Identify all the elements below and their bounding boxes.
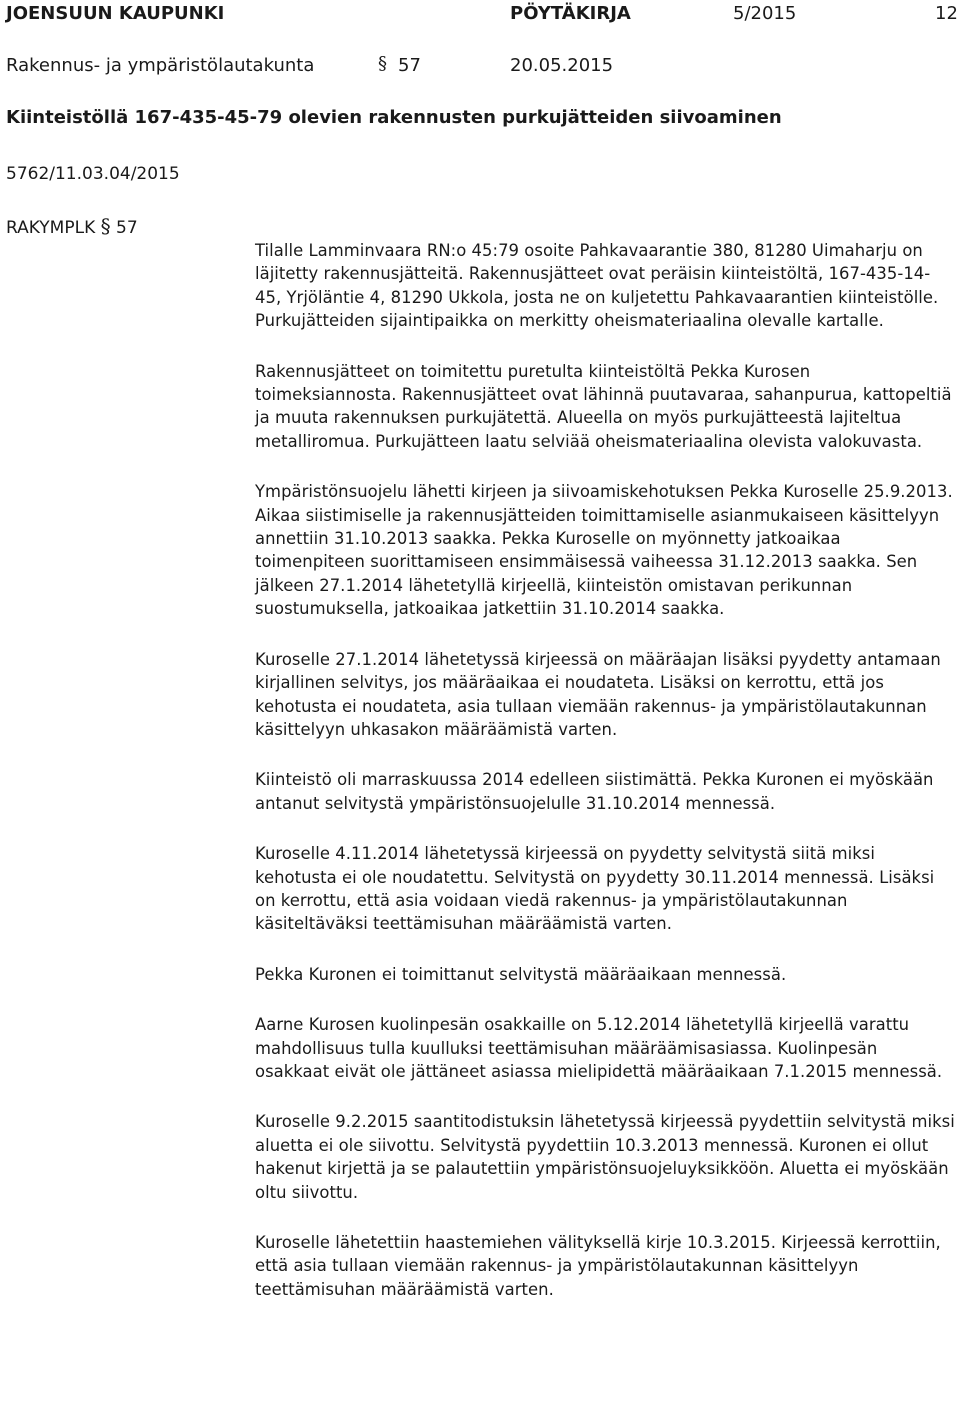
- record-reference: 5762/11.03.04/2015: [6, 164, 180, 184]
- body-text: [255, 239, 955, 1328]
- committee-name: Rakennus- ja ympäristölautakunta: [6, 55, 315, 76]
- meeting-date: 20.05.2015: [510, 55, 614, 76]
- paragraph: Kuroselle 9.2.2015 saantitodistuksin lähetetyssä kirjeessä pyydettiin selvitystä miksi aluetta ei ole siivottu. Selvitystä pyydettiin 10.3.2013 mennessä. Kuronen ei ollut hakenut kirjettä ja se palautettiin ympäristönsuojeluyksikköön. Aluetta ei myöskään oltu siivottu.: [255, 1112, 955, 1202]
- document-number: 5/2015: [733, 3, 797, 24]
- paragraph: Kuroselle 27.1.2014 lähetetyssä kirjeessä on määräajan lisäksi pyydetty antamaan kirjallinen selvitys, jos määräaikaa ei noudateta. Lisäksi on kerrottu, että jos kehotusta ei noudateta, asia tullaan viemään rakennus- ja ympäristölautakunnan käsittelyyn uhkasakon määräämistä varten.: [255, 649, 941, 739]
- item-title: Kiinteistöllä 167-435-45-79 olevien rakennusten purkujätteiden siivoaminen: [6, 107, 782, 128]
- paragraph: Aarne Kurosen kuolinpesän osakkaille on 5.12.2014 lähetetyllä kirjeellä varattu mahdollisuus tulla kuulluksi teettämisuhan määräämisasiassa. Kuolinpesän osakkaat eivät ole jättäneet asiassa mielipidettä määräaikaan 7.1.2015 mennessä.: [255, 1015, 943, 1081]
- organization-name: JOENSUUN KAUPUNKI: [6, 3, 225, 24]
- paragraph: Tilalle Lamminvaara RN:o 45:79 osoite Pahkavaarantie 380, 81280 Uimaharju on läjitetty rakennusjätteitä. Rakennusjätteet ovat peräisin kiinteistöltä, 167-435-14-45, Yrjöläntie 4, 81290 Ukkola, josta ne on kuljetettu Pahkavaarantien kiinteistölle. Purkujätteiden sijaintipaikka on merkitty oheismateriaalina olevalle kartalle.: [255, 241, 939, 331]
- rakymplk-number: 57: [116, 218, 138, 238]
- document-type: PÖYTÄKIRJA: [510, 3, 631, 24]
- paragraph: Kiinteistö oli marraskuussa 2014 edelleen siistimättä. Pekka Kuronen ei myöskään antanut selvitystä ympäristönsuojelulle 31.10.2014 mennessä.: [255, 770, 934, 813]
- paragraph: Kuroselle 4.11.2014 lähetetyssä kirjeessä on pyydetty selvitystä siitä miksi kehotusta ei ole noudatettu. Selvitystä on pyydetty 30.11.2014 mennessä. Lisäksi on kerrottu, että asia voidaan viedä rakennus- ja ympäristölautakunnan käsiteltäväksi teettämisuhan määräämistä varten.: [255, 844, 935, 934]
- page-number: 12: [935, 3, 958, 24]
- section-number: 57: [398, 55, 421, 76]
- paragraph: Pekka Kuronen ei toimittanut selvitystä määräaikaan mennessä.: [255, 964, 787, 984]
- rakymplk-reference: [6, 212, 138, 242]
- section-symbol: §: [378, 53, 387, 74]
- rakymplk-label: RAKYMPLK: [6, 218, 96, 238]
- page-header: [0, 0, 960, 86]
- paragraph: Ympäristönsuojelu lähetti kirjeen ja siivoamiskehotuksen Pekka Kuroselle 25.9.2013. Aikaa siistimiselle ja rakennusjätteiden toimittamiselle asianmukaiseen käsittelyyn annettiin 31.10.2013 saakka. Pekka Kuroselle on myönnetty jatkoaikaa toimenpiteen suorittamiseen ensimmäisessä vaiheessa 31.12.2013 saakka. Sen jälkeen 27.1.2014 lähetetyllä kirjeellä, kiinteistön omistavan perikunnan suostumuksella, jatkoaikaa jatkettiin 31.10.2014 saakka.: [255, 482, 953, 619]
- rakymplk-section-symbol: §: [100, 214, 111, 238]
- paragraph: Kuroselle lähetettiin haastemiehen välityksellä kirje 10.3.2015. Kirjeessä kerrottiin, että asia tullaan viemään rakennus- ja ympäristölautakunnan käsittelyyn teettämisuhan määräämistä varten.: [255, 1233, 941, 1299]
- paragraph: Rakennusjätteet on toimitettu puretulta kiinteistöltä Pekka Kurosen toimeksiannosta. Rakennusjätteet ovat lähinnä puutavaraa, sahanpurua, kattopeltiä ja muuta rakennuksen purkujätettä. Alueella on myös purkujätteestä lajiteltua metalliromua. Purkujätteen laatu selviää oheismateriaalina olevista valokuvasta.: [255, 361, 952, 451]
